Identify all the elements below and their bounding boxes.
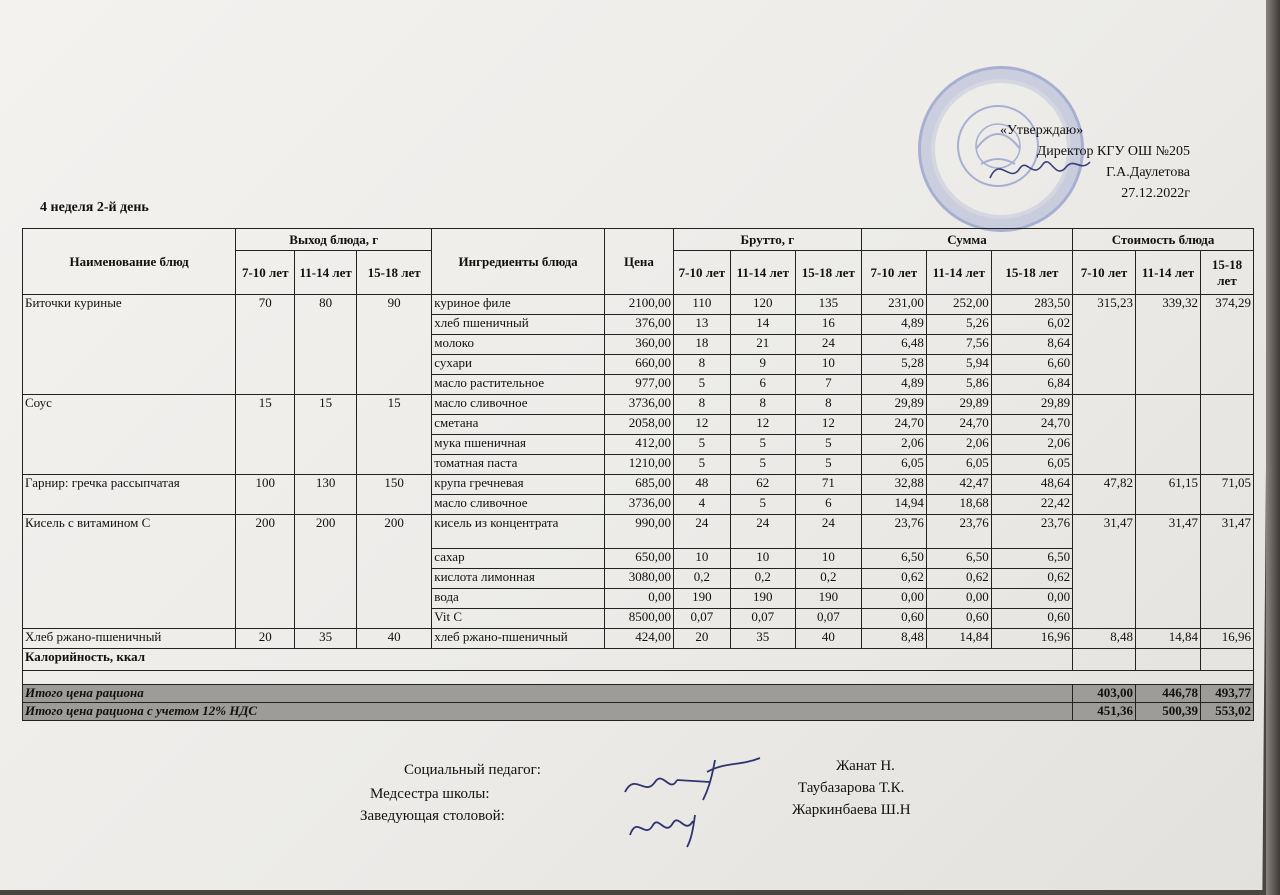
ingredient-sum: 0,00 — [926, 589, 991, 609]
gross-weight: 21 — [730, 335, 795, 355]
dish-cost: 339,32 — [1136, 295, 1201, 395]
gross-weight: 120 — [730, 295, 795, 315]
dish-output: 80 — [295, 295, 357, 395]
ingredient-price: 0,00 — [604, 589, 673, 609]
gross-weight: 5 — [795, 455, 861, 475]
ingredient-sum: 7,56 — [926, 335, 991, 355]
col-age-3: 15-18 лет — [991, 251, 1072, 295]
gross-weight: 18 — [673, 335, 730, 355]
ingredient-sum: 6,84 — [991, 375, 1072, 395]
table-row — [23, 295, 1254, 315]
dish-output: 15 — [236, 395, 295, 475]
gross-weight: 24 — [730, 515, 795, 549]
ingredient-sum: 0,60 — [861, 609, 926, 629]
approve-date: 27.12.2022г — [1121, 186, 1190, 201]
gross-weight: 8 — [673, 355, 730, 375]
ingredient-sum: 29,89 — [926, 395, 991, 415]
ingredient-sum: 0,62 — [926, 569, 991, 589]
dish-cost: 16,96 — [1201, 629, 1254, 649]
ingredient-price: 424,00 — [604, 629, 673, 649]
dish-cost: 31,47 — [1073, 515, 1136, 629]
dish-output: 90 — [357, 295, 432, 395]
ingredient-sum: 283,50 — [991, 295, 1072, 315]
dish-cost — [1201, 395, 1254, 475]
gross-weight: 190 — [730, 589, 795, 609]
gross-weight: 5 — [673, 375, 730, 395]
ingredient-sum: 0,00 — [861, 589, 926, 609]
total-value: 500,39 — [1136, 703, 1201, 721]
gross-weight: 8 — [673, 395, 730, 415]
dish-output: 130 — [295, 475, 357, 515]
col-age-1: 7-10 лет — [236, 251, 295, 295]
ingredient-sum: 48,64 — [991, 475, 1072, 495]
ingredient-price: 2058,00 — [604, 415, 673, 435]
gross-weight: 5 — [730, 495, 795, 515]
calories-value — [1073, 649, 1136, 671]
table-row — [23, 515, 1254, 549]
gross-weight: 135 — [795, 295, 861, 315]
ingredient-sum: 2,06 — [991, 435, 1072, 455]
ingredient-price: 3736,00 — [604, 395, 673, 415]
approve-label: «Утверждаю» — [1000, 123, 1084, 138]
ingredient-name: хлеб ржано-пшеничный — [432, 629, 605, 649]
col-age-3: 15-18 лет — [795, 251, 861, 295]
gross-weight: 10 — [795, 549, 861, 569]
ingredient-sum: 2,06 — [861, 435, 926, 455]
ingredient-sum: 252,00 — [926, 295, 991, 315]
gross-weight: 5 — [795, 435, 861, 455]
nurse-name: Таубазарова Т.К. — [798, 780, 905, 796]
col-ingredients: Ингредиенты блюда — [432, 229, 605, 295]
gross-weight: 0,2 — [795, 569, 861, 589]
ingredient-name: сметана — [432, 415, 605, 435]
dish-cost: 8,48 — [1073, 629, 1136, 649]
ingredient-name: куриное филе — [432, 295, 605, 315]
ingredient-price: 977,00 — [604, 375, 673, 395]
col-age-1: 7-10 лет — [673, 251, 730, 295]
ingredient-sum: 16,96 — [991, 629, 1072, 649]
gross-weight: 12 — [673, 415, 730, 435]
ingredient-name: сахар — [432, 549, 605, 569]
ingredient-sum: 23,76 — [926, 515, 991, 549]
ingredient-name: молоко — [432, 335, 605, 355]
ingredient-sum: 0,62 — [861, 569, 926, 589]
spacer-row — [23, 671, 1254, 685]
col-age-2: 11-14 лет — [1136, 251, 1201, 295]
nurse-label: Медсестра школы: — [370, 786, 490, 802]
gross-weight: 13 — [673, 315, 730, 335]
col-age-3: 15-18 лет — [357, 251, 432, 295]
background-edge — [1266, 0, 1280, 895]
gross-weight: 0,2 — [673, 569, 730, 589]
canteen-head-name: Жаркинбаева Ш.Н — [792, 802, 911, 818]
gross-weight: 190 — [673, 589, 730, 609]
ingredient-sum: 42,47 — [926, 475, 991, 495]
ingredient-sum: 6,02 — [991, 315, 1072, 335]
dish-cost: 61,15 — [1136, 475, 1201, 515]
dish-name: Биточки куриные — [23, 295, 236, 395]
dish-name: Гарнир: гречка рассыпчатая — [23, 475, 236, 515]
ingredient-name: кислота лимонная — [432, 569, 605, 589]
dish-name: Соус — [23, 395, 236, 475]
total-value: 493,77 — [1201, 685, 1254, 703]
gross-weight: 16 — [795, 315, 861, 335]
ingredient-name: кисель из концентрата — [432, 515, 605, 549]
gross-weight: 62 — [730, 475, 795, 495]
ingredient-sum: 18,68 — [926, 495, 991, 515]
ingredient-name: сухари — [432, 355, 605, 375]
ingredient-name: вода — [432, 589, 605, 609]
gross-weight: 5 — [673, 435, 730, 455]
col-dish-name: Наименование блюд — [23, 229, 236, 295]
gross-weight: 5 — [730, 455, 795, 475]
dish-output: 20 — [236, 629, 295, 649]
ingredient-sum: 32,88 — [861, 475, 926, 495]
gross-weight: 24 — [673, 515, 730, 549]
canteen-head-signature — [625, 805, 715, 850]
social-pedagogue-name: Жанат Н. — [836, 758, 895, 774]
gross-weight: 10 — [673, 549, 730, 569]
ingredient-sum: 231,00 — [861, 295, 926, 315]
dish-output: 15 — [295, 395, 357, 475]
ingredient-sum: 5,28 — [861, 355, 926, 375]
dish-name: Хлеб ржано-пшеничный — [23, 629, 236, 649]
gross-weight: 14 — [730, 315, 795, 335]
ingredient-sum: 29,89 — [991, 395, 1072, 415]
dish-output: 150 — [357, 475, 432, 515]
gross-weight: 0,07 — [795, 609, 861, 629]
dish-output: 35 — [295, 629, 357, 649]
dish-output: 40 — [357, 629, 432, 649]
dish-cost: 47,82 — [1073, 475, 1136, 515]
gross-weight: 8 — [730, 395, 795, 415]
ingredient-name: томатная паста — [432, 455, 605, 475]
ingredient-name: хлеб пшеничный — [432, 315, 605, 335]
ingredient-sum: 4,89 — [861, 315, 926, 335]
calories-value — [1201, 649, 1254, 671]
dish-output: 200 — [357, 515, 432, 629]
dish-cost: 71,05 — [1201, 475, 1254, 515]
gross-weight: 71 — [795, 475, 861, 495]
ingredient-sum: 0,00 — [991, 589, 1072, 609]
ingredient-price: 2100,00 — [604, 295, 673, 315]
ingredient-name: мука пшеничная — [432, 435, 605, 455]
ingredient-price: 990,00 — [604, 515, 673, 549]
gross-weight: 40 — [795, 629, 861, 649]
dish-output: 200 — [295, 515, 357, 629]
ingredient-price: 8500,00 — [604, 609, 673, 629]
ingredient-sum: 2,06 — [926, 435, 991, 455]
gross-weight: 5 — [730, 435, 795, 455]
ingredient-price: 685,00 — [604, 475, 673, 495]
ingredient-price: 376,00 — [604, 315, 673, 335]
ingredient-sum: 6,05 — [991, 455, 1072, 475]
ingredient-price: 360,00 — [604, 335, 673, 355]
ingredient-sum: 6,05 — [926, 455, 991, 475]
gross-weight: 10 — [730, 549, 795, 569]
dish-output: 100 — [236, 475, 295, 515]
dish-cost: 14,84 — [1136, 629, 1201, 649]
gross-weight: 12 — [795, 415, 861, 435]
gross-weight: 4 — [673, 495, 730, 515]
social-pedagogue-label: Социальный педагог: — [404, 762, 541, 778]
col-age-2: 11-14 лет — [730, 251, 795, 295]
col-cost: Стоимость блюда — [1073, 229, 1254, 251]
ingredient-sum: 14,84 — [926, 629, 991, 649]
ingredient-sum: 0,60 — [926, 609, 991, 629]
table-row — [23, 629, 1254, 649]
ingredient-sum: 29,89 — [861, 395, 926, 415]
calories-label: Калорийность, ккал — [23, 649, 1073, 671]
gross-weight: 0,07 — [673, 609, 730, 629]
ingredient-name: Vit C — [432, 609, 605, 629]
ingredient-sum: 5,26 — [926, 315, 991, 335]
ingredient-sum: 5,94 — [926, 355, 991, 375]
gross-weight: 20 — [673, 629, 730, 649]
gross-weight: 9 — [730, 355, 795, 375]
menu-table — [22, 228, 1254, 721]
ingredient-price: 660,00 — [604, 355, 673, 375]
ingredient-sum: 24,70 — [991, 415, 1072, 435]
director-name: Г.А.Даулетова — [1106, 165, 1190, 180]
col-age-3: 15-18 лет — [1201, 251, 1254, 295]
gross-weight: 8 — [795, 395, 861, 415]
total-value: 403,00 — [1073, 685, 1136, 703]
gross-weight: 24 — [795, 335, 861, 355]
ingredient-name: масло сливочное — [432, 395, 605, 415]
gross-weight: 10 — [795, 355, 861, 375]
ingredient-sum: 4,89 — [861, 375, 926, 395]
ingredient-sum: 14,94 — [861, 495, 926, 515]
col-price: Цена — [604, 229, 673, 295]
gross-weight: 190 — [795, 589, 861, 609]
gross-weight: 24 — [795, 515, 861, 549]
ingredient-sum: 6,05 — [861, 455, 926, 475]
gross-weight: 7 — [795, 375, 861, 395]
total-row — [23, 685, 1254, 703]
ingredient-price: 1210,00 — [604, 455, 673, 475]
gross-weight: 6 — [795, 495, 861, 515]
ingredient-sum: 24,70 — [926, 415, 991, 435]
total-vat-row — [23, 703, 1254, 721]
ingredient-sum: 6,60 — [991, 355, 1072, 375]
col-age-1: 7-10 лет — [1073, 251, 1136, 295]
gross-weight: 35 — [730, 629, 795, 649]
dish-cost: 374,29 — [1201, 295, 1254, 395]
col-age-2: 11-14 лет — [926, 251, 991, 295]
col-age-1: 7-10 лет — [861, 251, 926, 295]
dish-cost — [1136, 395, 1201, 475]
director-title: Директор КГУ ОШ №205 — [1036, 144, 1190, 159]
ingredient-sum: 24,70 — [861, 415, 926, 435]
ingredient-sum: 6,50 — [861, 549, 926, 569]
ingredient-sum: 23,76 — [991, 515, 1072, 549]
gross-weight: 48 — [673, 475, 730, 495]
dish-cost: 315,23 — [1073, 295, 1136, 395]
ingredient-sum: 5,86 — [926, 375, 991, 395]
gross-weight: 6 — [730, 375, 795, 395]
ingredient-name: масло растительное — [432, 375, 605, 395]
dish-output: 200 — [236, 515, 295, 629]
total-value: 451,36 — [1073, 703, 1136, 721]
dish-output: 70 — [236, 295, 295, 395]
ingredient-price: 412,00 — [604, 435, 673, 455]
ingredient-sum: 0,62 — [991, 569, 1072, 589]
dish-cost: 31,47 — [1136, 515, 1201, 629]
ingredient-sum: 8,64 — [991, 335, 1072, 355]
canteen-head-label: Заведующая столовой: — [360, 808, 505, 824]
nurse-signature — [615, 752, 765, 807]
col-age-2: 11-14 лет — [295, 251, 357, 295]
ingredient-name: крупа гречневая — [432, 475, 605, 495]
table-row — [23, 395, 1254, 415]
calories-row — [23, 649, 1254, 671]
gross-weight: 12 — [730, 415, 795, 435]
ingredient-sum: 0,60 — [991, 609, 1072, 629]
total-label: Итого цена рациона с учетом 12% НДС — [23, 703, 1073, 721]
table-row — [23, 475, 1254, 495]
ingredient-price: 650,00 — [604, 549, 673, 569]
dish-cost: 31,47 — [1201, 515, 1254, 629]
ingredient-sum: 8,48 — [861, 629, 926, 649]
ingredient-price: 3080,00 — [604, 569, 673, 589]
col-output: Выход блюда, г — [236, 229, 432, 251]
col-sum: Сумма — [861, 229, 1072, 251]
total-value: 446,78 — [1136, 685, 1201, 703]
dish-cost — [1073, 395, 1136, 475]
week-day-label: 4 неделя 2-й день — [40, 200, 149, 215]
ingredient-sum: 6,50 — [991, 549, 1072, 569]
total-label: Итого цена рациона — [23, 685, 1073, 703]
col-gross: Брутто, г — [673, 229, 861, 251]
ingredient-name: масло сливочное — [432, 495, 605, 515]
total-value: 553,02 — [1201, 703, 1254, 721]
ingredient-price: 3736,00 — [604, 495, 673, 515]
dish-name: Кисель с витамином С — [23, 515, 236, 629]
gross-weight: 0,07 — [730, 609, 795, 629]
ingredient-sum: 6,50 — [926, 549, 991, 569]
ingredient-sum: 23,76 — [861, 515, 926, 549]
gross-weight: 0,2 — [730, 569, 795, 589]
gross-weight: 5 — [673, 455, 730, 475]
ingredient-sum: 6,48 — [861, 335, 926, 355]
calories-value — [1136, 649, 1201, 671]
gross-weight: 110 — [673, 295, 730, 315]
spacer-cell — [23, 671, 1254, 685]
ingredient-sum: 22,42 — [991, 495, 1072, 515]
dish-output: 15 — [357, 395, 432, 475]
director-signature — [985, 150, 1095, 190]
